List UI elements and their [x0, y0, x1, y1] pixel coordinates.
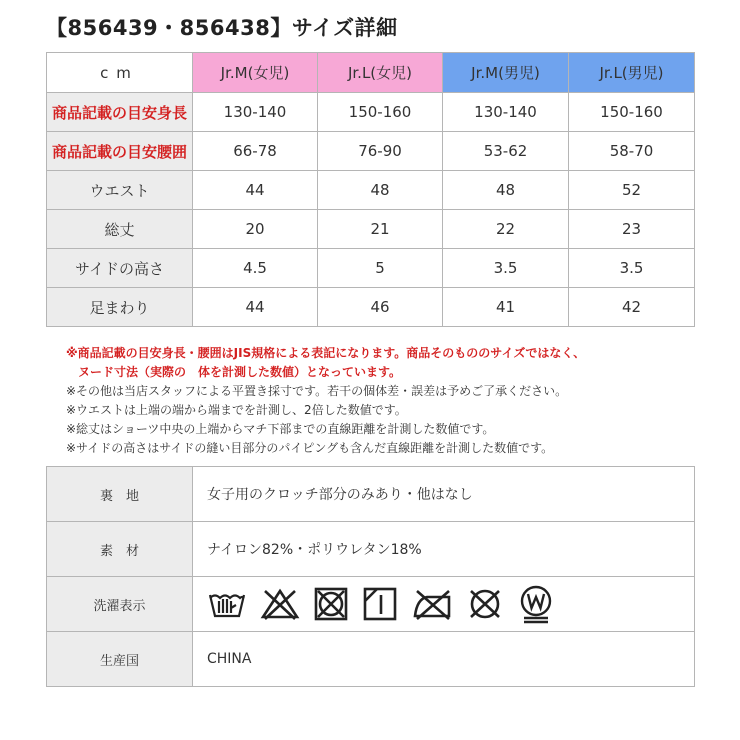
line-dry-shade-icon	[362, 586, 398, 622]
table-row	[47, 288, 695, 327]
note-line: ※ウエストは上端の端から端までを計測し、2倍した数値です。	[66, 403, 407, 417]
info-label: 裏 地	[47, 467, 193, 522]
col-header-jrl-boys: Jr.L(男児)	[569, 53, 695, 93]
col-header-jrm-boys: Jr.M(男児)	[443, 53, 569, 93]
table-cell: 48	[443, 171, 569, 210]
info-row-material	[47, 522, 695, 577]
note-line: ※その他は当店スタッフによる平置き採寸です。若干の個体差・誤差は予めご了承ください。	[66, 384, 568, 398]
row-label: ウエスト	[47, 171, 193, 210]
note-line: ※商品記載の目安身長・腰囲はJIS規格による表記になります。商品そのもののサイズではなく、	[66, 346, 586, 360]
table-cell: 53-62	[443, 132, 569, 171]
table-cell: 42	[569, 288, 695, 327]
row-label: 総丈	[47, 210, 193, 249]
table-row	[47, 171, 695, 210]
table-cell: 46	[318, 288, 443, 327]
info-row-care	[47, 577, 695, 632]
table-cell: 3.5	[443, 249, 569, 288]
size-notes	[66, 344, 706, 458]
note-line: ヌード寸法（実際の 体を計測した数値）となっています。	[78, 365, 402, 379]
info-row-lining	[47, 467, 695, 522]
table-cell: 21	[318, 210, 443, 249]
row-label: 商品記載の目安身長	[47, 93, 193, 132]
table-cell: 4.5	[193, 249, 318, 288]
info-label: 素 材	[47, 522, 193, 577]
info-label: 生産国	[47, 632, 193, 687]
col-header-jrl-girls: Jr.L(女児)	[318, 53, 443, 93]
info-label: 洗濯表示	[47, 577, 193, 632]
table-cell: 20	[193, 210, 318, 249]
table-cell: 23	[569, 210, 695, 249]
no-dry-clean-icon	[466, 586, 504, 622]
table-cell: 130-140	[193, 93, 318, 132]
table-cell: 3.5	[569, 249, 695, 288]
unit-header: cm	[47, 53, 193, 93]
table-cell: 58-70	[569, 132, 695, 171]
info-value-material: ナイロン82%・ポリウレタン18%	[193, 522, 695, 577]
page-title: 【856439・856438】サイズ詳細	[46, 16, 398, 40]
size-table	[46, 52, 695, 327]
table-cell: 76-90	[318, 132, 443, 171]
info-value-origin: CHINA	[193, 632, 695, 687]
row-label: サイドの高さ	[47, 249, 193, 288]
table-cell: 41	[443, 288, 569, 327]
table-row	[47, 132, 695, 171]
table-row	[47, 210, 695, 249]
table-cell: 66-78	[193, 132, 318, 171]
table-row	[47, 249, 695, 288]
row-label: 商品記載の目安腰囲	[47, 132, 193, 171]
table-row	[47, 93, 695, 132]
note-line: ※総丈はショーツ中央の上端からマチ下部までの直線距離を計測した数値です。	[66, 422, 495, 436]
col-header-jrm-girls: Jr.M(女児)	[193, 53, 318, 93]
table-cell: 48	[318, 171, 443, 210]
no-tumble-dry-icon	[313, 586, 349, 622]
table-cell: 44	[193, 288, 318, 327]
table-cell: 5	[318, 249, 443, 288]
table-cell: 44	[193, 171, 318, 210]
wet-clean-icon	[517, 584, 555, 624]
size-table-header-row	[47, 53, 695, 93]
info-row-origin	[47, 632, 695, 687]
table-cell: 52	[569, 171, 695, 210]
product-info-table	[46, 466, 695, 687]
note-line: ※サイドの高さはサイドの縫い目部分のパイピングも含んだ直線距離を計測した数値です。	[66, 441, 554, 455]
no-iron-icon	[411, 586, 453, 622]
hand-wash-icon	[207, 586, 247, 622]
table-cell: 150-160	[318, 93, 443, 132]
table-cell: 130-140	[443, 93, 569, 132]
info-value-lining: 女子用のクロッチ部分のみあり・他はなし	[193, 467, 695, 522]
table-cell: 150-160	[569, 93, 695, 132]
table-cell: 22	[443, 210, 569, 249]
row-label: 足まわり	[47, 288, 193, 327]
no-bleach-icon	[260, 586, 300, 622]
care-symbols	[193, 577, 695, 632]
